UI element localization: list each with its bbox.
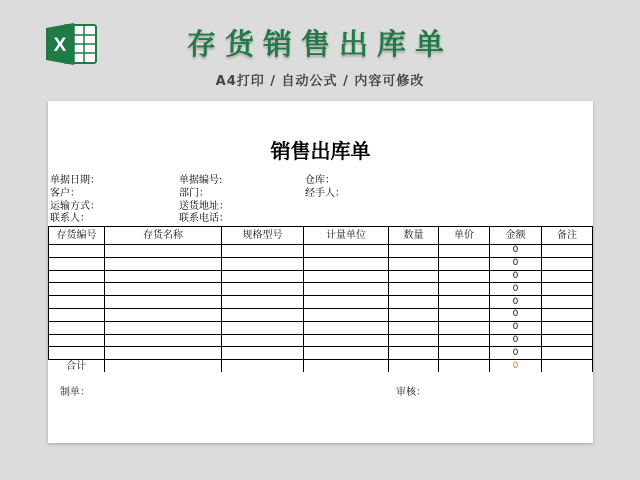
- table-cell[interactable]: [105, 270, 222, 283]
- department-label: 部门：: [179, 188, 209, 199]
- table-cell[interactable]: [49, 245, 105, 258]
- table-cell[interactable]: [389, 308, 439, 321]
- table-cell[interactable]: [304, 347, 389, 360]
- table-cell[interactable]: [439, 347, 490, 360]
- table-cell[interactable]: [439, 270, 490, 283]
- column-header: 存货名称: [105, 227, 222, 245]
- table-cell[interactable]: [389, 257, 439, 270]
- amount-cell: 0: [490, 347, 542, 360]
- table-cell[interactable]: [222, 245, 304, 258]
- table-cell[interactable]: [49, 270, 105, 283]
- table-cell[interactable]: [542, 245, 593, 258]
- table-cell[interactable]: [222, 296, 304, 309]
- amount-cell: 0: [490, 334, 542, 347]
- warehouse-label: 仓库：: [305, 175, 335, 186]
- table-cell[interactable]: [439, 296, 490, 309]
- table-cell[interactable]: [49, 308, 105, 321]
- phone-label: 联系电话：: [179, 213, 229, 224]
- table-cell[interactable]: [105, 347, 222, 360]
- page-title: 存货销售出库单: [186, 27, 453, 61]
- column-header: 数量: [389, 227, 439, 245]
- table-cell[interactable]: [439, 321, 490, 334]
- table-cell[interactable]: [304, 245, 389, 258]
- table-cell[interactable]: [222, 334, 304, 347]
- table-cell[interactable]: [222, 270, 304, 283]
- table-row: [49, 321, 593, 334]
- table-cell: [105, 360, 222, 372]
- table-cell[interactable]: [439, 334, 490, 347]
- table-cell[interactable]: [49, 347, 105, 360]
- amount-cell: 0: [490, 283, 542, 296]
- table-row: [49, 257, 593, 270]
- maker-label: 制单：: [60, 387, 90, 398]
- table-cell[interactable]: [304, 257, 389, 270]
- delivery-address-label: 送货地址：: [179, 201, 229, 212]
- column-header: 规格型号: [222, 227, 304, 245]
- doc-number-label: 单据编号:: [179, 175, 223, 186]
- table-cell: [389, 360, 439, 372]
- table-cell[interactable]: [389, 321, 439, 334]
- table-cell: [439, 360, 490, 372]
- handler-label: 经手人：: [305, 188, 345, 199]
- table-cell[interactable]: [389, 296, 439, 309]
- table-cell: [542, 360, 593, 372]
- table-row: [49, 347, 593, 360]
- table-cell[interactable]: [439, 245, 490, 258]
- table-cell[interactable]: [389, 270, 439, 283]
- table-header-row: [49, 227, 593, 245]
- header-banner: [0, 0, 640, 100]
- table-cell[interactable]: [105, 283, 222, 296]
- table-cell[interactable]: [542, 321, 593, 334]
- doc-date-label: 单据日期：: [50, 175, 100, 186]
- table-cell[interactable]: [49, 257, 105, 270]
- column-header: 存货编号: [49, 227, 105, 245]
- table-row: [49, 334, 593, 347]
- table-cell[interactable]: [105, 257, 222, 270]
- total-label: 合计: [49, 360, 105, 372]
- table-cell[interactable]: [304, 334, 389, 347]
- total-row: [49, 360, 593, 372]
- table-cell[interactable]: [304, 321, 389, 334]
- amount-cell: 0: [490, 308, 542, 321]
- amount-cell: 0: [490, 296, 542, 309]
- table-cell[interactable]: [49, 296, 105, 309]
- table-cell[interactable]: [389, 283, 439, 296]
- table-cell[interactable]: [439, 257, 490, 270]
- table-cell[interactable]: [542, 308, 593, 321]
- column-header: 计量单位: [304, 227, 389, 245]
- amount-cell: 0: [490, 270, 542, 283]
- items-table: [48, 226, 593, 372]
- column-header: 金额: [490, 227, 542, 245]
- table-cell[interactable]: [542, 257, 593, 270]
- table-cell[interactable]: [304, 308, 389, 321]
- shipping-method-label: 运输方式：: [50, 201, 100, 212]
- table-cell[interactable]: [439, 308, 490, 321]
- table-cell[interactable]: [105, 334, 222, 347]
- table-cell[interactable]: [542, 270, 593, 283]
- table-cell[interactable]: [105, 245, 222, 258]
- table-cell[interactable]: [222, 308, 304, 321]
- table-cell[interactable]: [105, 296, 222, 309]
- table-cell[interactable]: [542, 296, 593, 309]
- table-cell[interactable]: [304, 283, 389, 296]
- table-cell[interactable]: [105, 321, 222, 334]
- table-cell[interactable]: [222, 347, 304, 360]
- reviewer-label: 审核：: [396, 387, 426, 398]
- table-cell[interactable]: [389, 245, 439, 258]
- amount-cell: 0: [490, 257, 542, 270]
- table-cell[interactable]: [542, 283, 593, 296]
- table-cell[interactable]: [222, 321, 304, 334]
- amount-cell: 0: [490, 321, 542, 334]
- document-sheet: [48, 101, 593, 443]
- table-cell[interactable]: [49, 321, 105, 334]
- sheet-title: 销售出库单: [270, 139, 371, 163]
- table-row: [49, 296, 593, 309]
- table-cell: [222, 360, 304, 372]
- table-row: [49, 283, 593, 296]
- customer-label: 客户：: [50, 188, 80, 199]
- table-cell[interactable]: [49, 334, 105, 347]
- table-cell[interactable]: [222, 283, 304, 296]
- table-cell[interactable]: [105, 308, 222, 321]
- table-cell[interactable]: [389, 347, 439, 360]
- column-header: 备注: [542, 227, 593, 245]
- table-cell[interactable]: [304, 296, 389, 309]
- table-row: [49, 308, 593, 321]
- total-amount: 0: [490, 360, 542, 372]
- svg-text:X: X: [53, 35, 67, 56]
- table-cell[interactable]: [49, 283, 105, 296]
- table-cell[interactable]: [304, 270, 389, 283]
- table-cell[interactable]: [439, 283, 490, 296]
- column-header: 单价: [439, 227, 490, 245]
- table-cell[interactable]: [222, 257, 304, 270]
- table-row: [49, 245, 593, 258]
- contact-label: 联系人：: [50, 213, 90, 224]
- table-cell[interactable]: [542, 347, 593, 360]
- table-cell: [304, 360, 389, 372]
- amount-cell: 0: [490, 245, 542, 258]
- table-row: [49, 270, 593, 283]
- page-subtitle: A4打印 / 自动公式 / 内容可修改: [215, 74, 425, 89]
- table-cell[interactable]: [389, 334, 439, 347]
- table-cell[interactable]: [542, 334, 593, 347]
